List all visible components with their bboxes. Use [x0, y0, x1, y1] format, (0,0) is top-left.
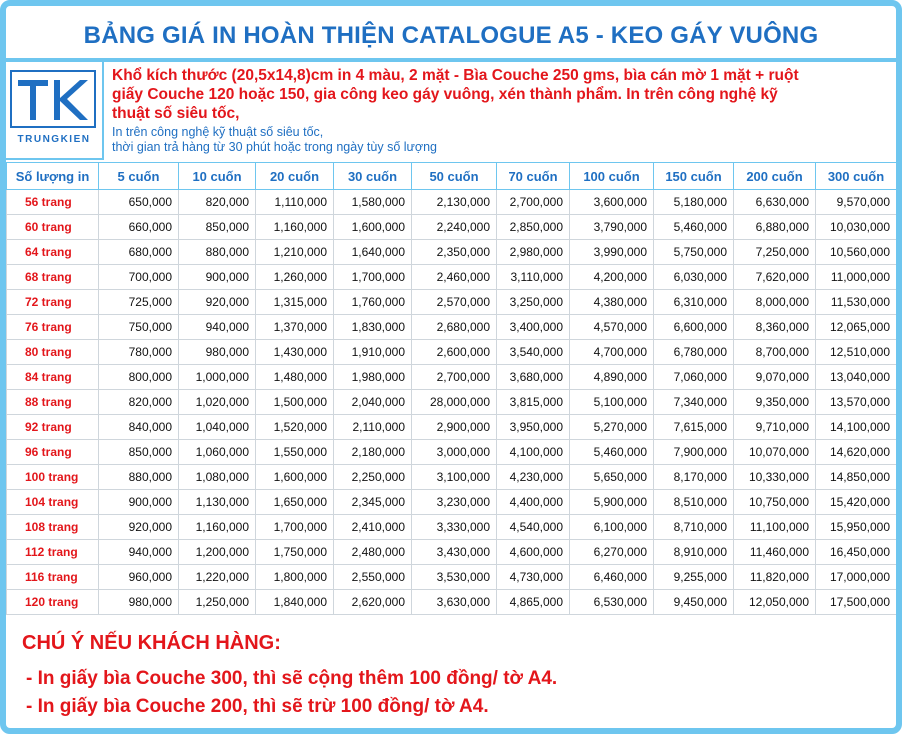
table-row [7, 465, 897, 490]
price-cell: 6,270,000 [570, 540, 654, 565]
price-cell: 3,990,000 [570, 240, 654, 265]
price-cell: 13,040,000 [816, 365, 897, 390]
price-cell: 12,050,000 [734, 590, 816, 615]
price-cell: 12,065,000 [816, 315, 897, 340]
price-cell: 11,820,000 [734, 565, 816, 590]
price-cell: 2,250,000 [334, 465, 412, 490]
column-header: 300 cuốn [816, 163, 897, 190]
price-cell: 880,000 [99, 465, 179, 490]
price-cell: 1,840,000 [256, 590, 334, 615]
table-row [7, 190, 897, 215]
price-cell: 1,200,000 [179, 540, 256, 565]
row-label: 60 trang [7, 215, 99, 240]
price-cell: 4,540,000 [497, 515, 570, 540]
price-cell: 2,480,000 [334, 540, 412, 565]
price-cell: 1,210,000 [256, 240, 334, 265]
product-description [112, 66, 882, 123]
price-cell: 3,630,000 [412, 590, 497, 615]
note-line: - In giấy bìa Couche 300, thì sẽ cộng thêm 100 đồng/ tờ A4. [26, 668, 558, 689]
price-cell: 3,250,000 [497, 290, 570, 315]
table-row [7, 415, 897, 440]
column-header: 20 cuốn [256, 163, 334, 190]
row-label: 68 trang [7, 265, 99, 290]
table-row [7, 240, 897, 265]
price-cell: 1,160,000 [256, 215, 334, 240]
column-header: 150 cuốn [654, 163, 734, 190]
price-cell: 3,600,000 [570, 190, 654, 215]
table-row [7, 540, 897, 565]
price-cell: 5,270,000 [570, 415, 654, 440]
row-label: 92 trang [7, 415, 99, 440]
table-row [7, 515, 897, 540]
price-cell: 5,460,000 [570, 440, 654, 465]
price-cell: 1,500,000 [256, 390, 334, 415]
price-cell: 850,000 [99, 440, 179, 465]
price-cell: 3,950,000 [497, 415, 570, 440]
price-cell: 2,700,000 [412, 365, 497, 390]
price-cell: 680,000 [99, 240, 179, 265]
row-label: 88 trang [7, 390, 99, 415]
table-row [7, 590, 897, 615]
price-cell: 725,000 [99, 290, 179, 315]
price-cell: 16,450,000 [816, 540, 897, 565]
price-cell: 2,410,000 [334, 515, 412, 540]
price-cell: 7,620,000 [734, 265, 816, 290]
table-row [7, 265, 897, 290]
price-cell: 6,100,000 [570, 515, 654, 540]
table-header-row [7, 163, 897, 190]
price-cell: 2,180,000 [334, 440, 412, 465]
price-cell: 2,680,000 [412, 315, 497, 340]
price-cell: 9,350,000 [734, 390, 816, 415]
price-cell: 5,750,000 [654, 240, 734, 265]
price-cell: 1,370,000 [256, 315, 334, 340]
price-cell: 9,450,000 [654, 590, 734, 615]
price-cell: 1,220,000 [179, 565, 256, 590]
price-cell: 3,330,000 [412, 515, 497, 540]
row-label: 112 trang [7, 540, 99, 565]
row-label: 96 trang [7, 440, 99, 465]
price-cell: 1,040,000 [179, 415, 256, 440]
price-cell: 1,550,000 [256, 440, 334, 465]
price-cell: 1,060,000 [179, 440, 256, 465]
price-cell: 4,200,000 [570, 265, 654, 290]
price-cell: 8,700,000 [734, 340, 816, 365]
price-cell: 840,000 [99, 415, 179, 440]
delivery-note-line: thời gian trả hàng từ 30 phút hoặc trong ngày tùy số lượng [112, 140, 437, 154]
price-cell: 2,550,000 [334, 565, 412, 590]
price-cell: 4,570,000 [570, 315, 654, 340]
note-line: - In giấy bìa Couche 200, thì sẽ trừ 100 đồng/ tờ A4. [26, 696, 489, 717]
price-cell: 3,540,000 [497, 340, 570, 365]
price-cell: 9,070,000 [734, 365, 816, 390]
price-cell: 1,520,000 [256, 415, 334, 440]
price-cell: 660,000 [99, 215, 179, 240]
price-cell: 2,900,000 [412, 415, 497, 440]
price-cell: 8,360,000 [734, 315, 816, 340]
row-label: 84 trang [7, 365, 99, 390]
price-cell: 3,110,000 [497, 265, 570, 290]
price-cell: 960,000 [99, 565, 179, 590]
title-divider [6, 58, 896, 62]
price-cell: 10,560,000 [816, 240, 897, 265]
price-cell: 5,900,000 [570, 490, 654, 515]
notes-title: CHÚ Ý NẾU KHÁCH HÀNG: [22, 632, 281, 654]
column-header: 10 cuốn [179, 163, 256, 190]
table-row [7, 315, 897, 340]
price-cell: 13,570,000 [816, 390, 897, 415]
price-cell: 5,460,000 [654, 215, 734, 240]
row-label: 108 trang [7, 515, 99, 540]
price-cell: 14,620,000 [816, 440, 897, 465]
price-cell: 4,380,000 [570, 290, 654, 315]
price-cell: 17,000,000 [816, 565, 897, 590]
row-label: 76 trang [7, 315, 99, 340]
price-cell: 3,530,000 [412, 565, 497, 590]
row-label: 64 trang [7, 240, 99, 265]
price-cell: 900,000 [179, 265, 256, 290]
price-cell: 5,180,000 [654, 190, 734, 215]
price-cell: 800,000 [99, 365, 179, 390]
price-cell: 7,900,000 [654, 440, 734, 465]
price-cell: 920,000 [99, 515, 179, 540]
price-cell: 3,430,000 [412, 540, 497, 565]
price-cell: 920,000 [179, 290, 256, 315]
price-cell: 1,580,000 [334, 190, 412, 215]
price-cell: 1,650,000 [256, 490, 334, 515]
price-cell: 14,850,000 [816, 465, 897, 490]
description-line: giấy Couche 120 hoặc 150, gia công keo gáy vuông, xén thành phẩm. In trên công nghệ kỹ [112, 86, 778, 103]
table-row [7, 340, 897, 365]
row-label: 72 trang [7, 290, 99, 315]
price-cell: 980,000 [179, 340, 256, 365]
price-cell: 1,080,000 [179, 465, 256, 490]
price-cell: 28,000,000 [412, 390, 497, 415]
tk-logo-icon [10, 70, 96, 128]
price-cell: 1,000,000 [179, 365, 256, 390]
price-cell: 1,600,000 [334, 215, 412, 240]
price-cell: 3,000,000 [412, 440, 497, 465]
price-cell: 11,100,000 [734, 515, 816, 540]
company-logo [6, 62, 104, 160]
price-cell: 1,480,000 [256, 365, 334, 390]
column-header: 30 cuốn [334, 163, 412, 190]
price-cell: 1,020,000 [179, 390, 256, 415]
price-cell: 1,430,000 [256, 340, 334, 365]
price-cell: 10,030,000 [816, 215, 897, 240]
price-cell: 4,400,000 [497, 490, 570, 515]
price-cell: 4,700,000 [570, 340, 654, 365]
price-cell: 7,250,000 [734, 240, 816, 265]
price-cell: 6,030,000 [654, 265, 734, 290]
price-cell: 780,000 [99, 340, 179, 365]
row-label: 56 trang [7, 190, 99, 215]
table-row [7, 440, 897, 465]
price-cell: 1,980,000 [334, 365, 412, 390]
price-cell: 8,510,000 [654, 490, 734, 515]
price-cell: 7,615,000 [654, 415, 734, 440]
price-cell: 17,500,000 [816, 590, 897, 615]
table-row [7, 565, 897, 590]
delivery-note [112, 125, 882, 155]
price-cell: 2,345,000 [334, 490, 412, 515]
price-cell: 10,070,000 [734, 440, 816, 465]
price-cell: 2,130,000 [412, 190, 497, 215]
price-cell: 820,000 [99, 390, 179, 415]
price-cell: 1,700,000 [256, 515, 334, 540]
price-cell: 8,910,000 [654, 540, 734, 565]
price-cell: 980,000 [99, 590, 179, 615]
price-cell: 9,570,000 [816, 190, 897, 215]
row-label: 100 trang [7, 465, 99, 490]
price-cell: 6,600,000 [654, 315, 734, 340]
price-cell: 1,800,000 [256, 565, 334, 590]
row-label: 104 trang [7, 490, 99, 515]
price-cell: 8,710,000 [654, 515, 734, 540]
description-line: Khổ kích thước (20,5x14,8)cm in 4 màu, 2 mặt - Bìa Couche 250 gms, bìa cán mờ 1 mặt + ruột [112, 67, 799, 84]
price-cell: 940,000 [179, 315, 256, 340]
column-header: 50 cuốn [412, 163, 497, 190]
price-cell: 11,530,000 [816, 290, 897, 315]
price-cell: 6,460,000 [570, 565, 654, 590]
price-cell: 11,000,000 [816, 265, 897, 290]
price-cell: 750,000 [99, 315, 179, 340]
price-cell: 6,530,000 [570, 590, 654, 615]
price-cell: 11,460,000 [734, 540, 816, 565]
price-cell: 4,230,000 [497, 465, 570, 490]
price-cell: 2,350,000 [412, 240, 497, 265]
price-cell: 5,100,000 [570, 390, 654, 415]
price-cell: 4,890,000 [570, 365, 654, 390]
page-title: BẢNG GIÁ IN HOÀN THIỆN CATALOGUE A5 - KEO GÁY VUÔNG [83, 22, 819, 49]
price-cell: 1,750,000 [256, 540, 334, 565]
price-cell: 1,250,000 [179, 590, 256, 615]
price-cell: 1,640,000 [334, 240, 412, 265]
price-cell: 4,100,000 [497, 440, 570, 465]
price-cell: 8,000,000 [734, 290, 816, 315]
price-cell: 5,650,000 [570, 465, 654, 490]
price-cell: 4,865,000 [497, 590, 570, 615]
price-cell: 1,160,000 [179, 515, 256, 540]
logo-wordmark: TRUNGKIEN [17, 134, 91, 145]
price-cell: 1,130,000 [179, 490, 256, 515]
column-header-quantity: Số lượng in [7, 163, 99, 190]
price-cell: 2,570,000 [412, 290, 497, 315]
price-cell: 850,000 [179, 215, 256, 240]
price-cell: 2,110,000 [334, 415, 412, 440]
row-label: 80 trang [7, 340, 99, 365]
price-cell: 3,400,000 [497, 315, 570, 340]
row-label: 120 trang [7, 590, 99, 615]
price-cell: 3,815,000 [497, 390, 570, 415]
price-cell: 820,000 [179, 190, 256, 215]
price-cell: 1,910,000 [334, 340, 412, 365]
price-cell: 6,880,000 [734, 215, 816, 240]
price-cell: 1,700,000 [334, 265, 412, 290]
price-cell: 650,000 [99, 190, 179, 215]
price-cell: 2,620,000 [334, 590, 412, 615]
price-table [6, 162, 897, 615]
price-cell: 2,040,000 [334, 390, 412, 415]
price-cell: 700,000 [99, 265, 179, 290]
column-header: 200 cuốn [734, 163, 816, 190]
price-cell: 15,420,000 [816, 490, 897, 515]
price-cell: 1,260,000 [256, 265, 334, 290]
price-cell: 10,750,000 [734, 490, 816, 515]
table-row [7, 390, 897, 415]
price-cell: 880,000 [179, 240, 256, 265]
column-header: 100 cuốn [570, 163, 654, 190]
price-cell: 4,730,000 [497, 565, 570, 590]
price-cell: 2,460,000 [412, 265, 497, 290]
price-cell: 1,600,000 [256, 465, 334, 490]
column-header: 5 cuốn [99, 163, 179, 190]
description-line: thuật số siêu tốc, [112, 105, 240, 122]
price-cell: 1,830,000 [334, 315, 412, 340]
price-cell: 9,255,000 [654, 565, 734, 590]
price-cell: 1,760,000 [334, 290, 412, 315]
table-row [7, 215, 897, 240]
table-row [7, 290, 897, 315]
price-cell: 6,780,000 [654, 340, 734, 365]
price-cell: 2,600,000 [412, 340, 497, 365]
table-row [7, 365, 897, 390]
price-cell: 10,330,000 [734, 465, 816, 490]
price-cell: 7,340,000 [654, 390, 734, 415]
price-cell: 14,100,000 [816, 415, 897, 440]
price-cell: 940,000 [99, 540, 179, 565]
price-cell: 900,000 [99, 490, 179, 515]
price-cell: 2,240,000 [412, 215, 497, 240]
price-cell: 1,110,000 [256, 190, 334, 215]
price-cell: 6,630,000 [734, 190, 816, 215]
column-header: 70 cuốn [497, 163, 570, 190]
price-cell: 3,790,000 [570, 215, 654, 240]
price-cell: 12,510,000 [816, 340, 897, 365]
price-cell: 15,950,000 [816, 515, 897, 540]
row-label: 116 trang [7, 565, 99, 590]
price-cell: 1,315,000 [256, 290, 334, 315]
price-cell: 4,600,000 [497, 540, 570, 565]
price-cell: 7,060,000 [654, 365, 734, 390]
price-cell: 9,710,000 [734, 415, 816, 440]
delivery-note-line: In trên công nghệ kỹ thuật số siêu tốc, [112, 125, 324, 139]
price-cell: 3,230,000 [412, 490, 497, 515]
price-cell: 2,850,000 [497, 215, 570, 240]
price-cell: 2,700,000 [497, 190, 570, 215]
price-cell: 8,170,000 [654, 465, 734, 490]
table-row [7, 490, 897, 515]
price-cell: 3,100,000 [412, 465, 497, 490]
price-cell: 2,980,000 [497, 240, 570, 265]
price-cell: 3,680,000 [497, 365, 570, 390]
price-cell: 6,310,000 [654, 290, 734, 315]
